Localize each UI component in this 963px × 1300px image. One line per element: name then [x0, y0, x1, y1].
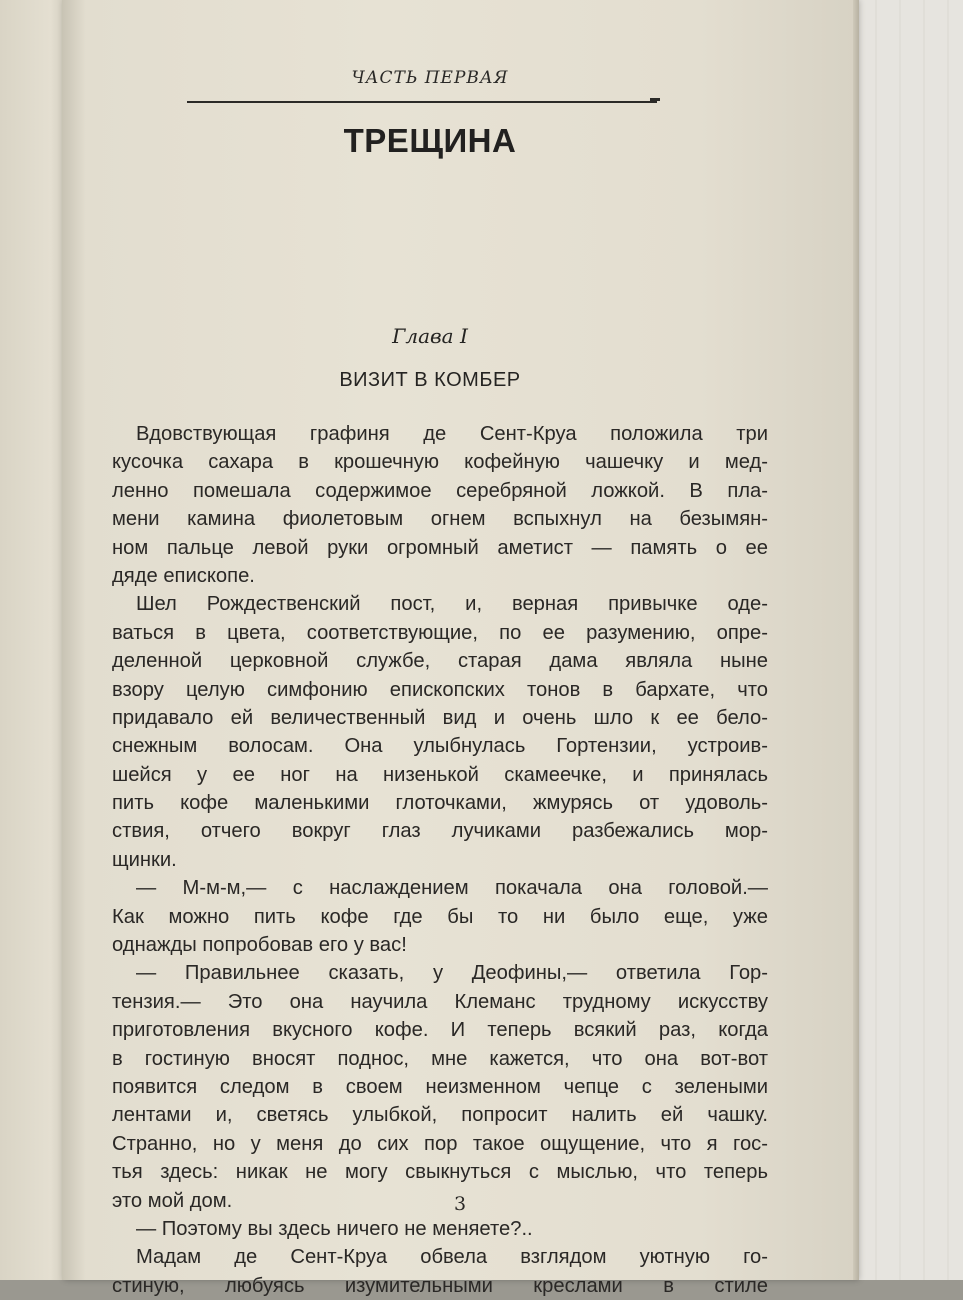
text-line: стиную, любуясь изумительными креслами в стиле — [112, 1274, 768, 1297]
header-rule — [187, 101, 657, 103]
part-title: ТРЕЩИНА — [343, 122, 517, 159]
text-line: ствия, отчего вокруг глаз лучиками разбежались мор- — [112, 820, 768, 843]
text-line: в гостиную вносят поднос, мне кажется, что она вот-вот — [112, 1047, 768, 1070]
text-line: ном пальце левой руки огромный аметист — память о ее — [112, 536, 768, 559]
table-surface-right — [853, 0, 963, 1280]
text-line: тья здесь: никак не могу свыкнуться с мыслью, что теперь — [112, 1161, 768, 1184]
text-line: — М-м-м,— с наслаждением покачала она головой.— — [136, 877, 768, 900]
text-line: Странно, но у меня до сих пор такое ощущение, что я гос- — [112, 1132, 768, 1155]
text-line: мени камина фиолетовым огнем вспыхнул на безымян- — [112, 508, 768, 531]
text-line: это мой дом. — [112, 1189, 233, 1212]
chapter-label: Глава I — [392, 324, 468, 348]
chapter-title: ВИЗИТ В КОМБЕР — [339, 369, 521, 391]
text-line: дяде епископе. — [112, 564, 255, 587]
text-line: тензия.— Это она научила Клеманс трудному искусству — [112, 990, 768, 1013]
text-line: — Поэтому вы здесь ничего не меняете?.. — [136, 1217, 533, 1240]
text-line: Шел Рождественский пост, и, верная привычке оде- — [136, 593, 768, 616]
page-stack-edge — [853, 0, 859, 1280]
text-line: однажды попробовав его у вас! — [112, 934, 407, 957]
text-line: пить кофе маленькими глоточками, жмурясь от удоволь- — [112, 792, 768, 815]
text-line: шейся у ее ног на низенькой скамеечке, и принялась — [112, 763, 768, 786]
text-line: деленной церковной службе, старая дама являла ныне — [112, 650, 768, 673]
text-line: приготовления вкусного кофе. И теперь всякий раз, когда — [112, 1019, 768, 1042]
part-label: ЧАСТЬ ПЕРВАЯ — [351, 68, 509, 88]
text-line: лентами и, светясь улыбкой, попросит налить ей чашку. — [112, 1104, 768, 1127]
text-line: ваться в цвета, соответствующие, по ее разумению, опре- — [112, 621, 768, 644]
text-line: Мадам де Сент-Круа обвела взглядом уютную го- — [136, 1246, 768, 1269]
text-line: ленно помешала содержимое серебряной ложкой. В пла- — [112, 479, 768, 502]
header-rule-end — [650, 98, 660, 101]
text-line: щинки. — [112, 848, 177, 871]
text-line: Вдовствующая графиня де Сент-Круа положила три — [136, 423, 768, 445]
text-line: взору целую симфонию епископских тонов в бархате, что — [112, 678, 768, 701]
text-line: — Правильнее сказать, у Деофины,— ответила Гор- — [136, 962, 768, 985]
text-line: появится следом в своем неизменном чепце с зелеными — [112, 1075, 768, 1098]
page-number: 3 — [453, 1193, 467, 1215]
text-line: кусочка сахара в крошечную кофейную чашечку и мед- — [112, 451, 768, 474]
body-text — [112, 420, 768, 1300]
text-line: придавало ей величественный вид и очень шло к ее бело- — [112, 706, 768, 729]
text-line: снежным волосам. Она улыбнулась Гортензии, устроив- — [112, 735, 768, 758]
text-line: Как можно пить кофе где бы то ни было еще, уже — [112, 905, 768, 928]
